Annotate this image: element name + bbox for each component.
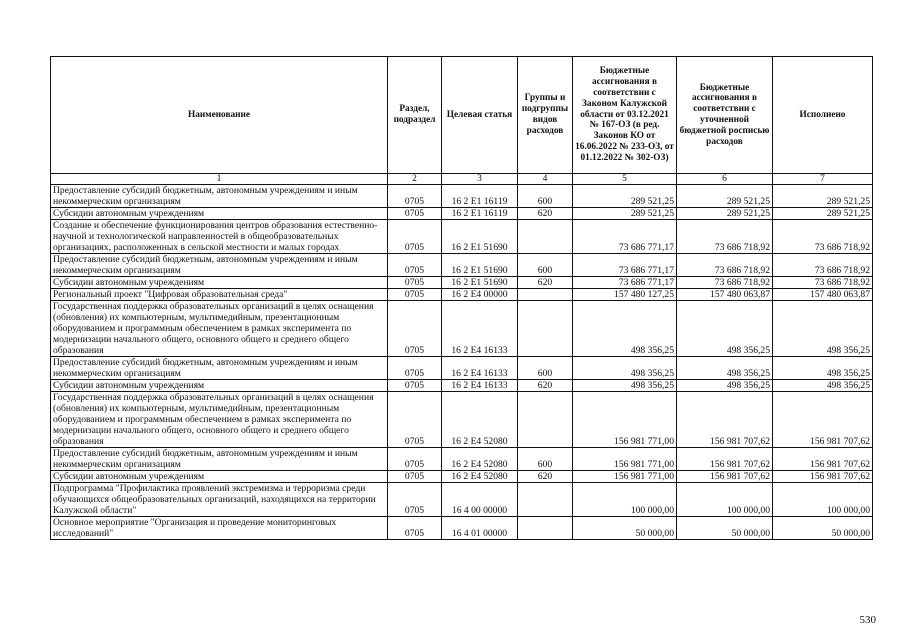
cell-name: Государственная поддержка образовательных организаций в целях оснащения (обновления) их компьютерным, мультимедийным, презентационным оборудованием и программным обеспечением в рамках эксперимента по модернизации начального общего, основного общего и среднего общего образования xyxy=(51,301,388,357)
cell-section: 0705 xyxy=(388,208,442,220)
header-law-allocations: Бюджетные ассигнования в соответствии с Законом Калужской области от 03.12.2021 № 167-ОЗ (в ред. Законов КО от 16.06.2022 № 233-ОЗ, от 01.12.2022 № 302-ОЗ) xyxy=(573,57,677,174)
column-number: 3 xyxy=(442,174,518,185)
header-executed: Исполнено xyxy=(773,57,873,174)
cell-refined-amount: 156 981 707,62 xyxy=(677,392,773,448)
column-number: 7 xyxy=(773,174,873,185)
table-row xyxy=(51,277,873,289)
cell-name: Основное мероприятие "Организация и проведение мониторинговых исследований" xyxy=(51,517,388,540)
cell-section: 0705 xyxy=(388,301,442,357)
cell-refined-amount: 73 686 718,92 xyxy=(677,277,773,289)
cell-executed-amount: 50 000,00 xyxy=(773,517,873,540)
cell-law-amount: 498 356,25 xyxy=(573,357,677,380)
cell-target-article: 16 4 00 00000 xyxy=(442,483,518,517)
cell-refined-amount: 100 000,00 xyxy=(677,483,773,517)
cell-executed-amount: 498 356,25 xyxy=(773,380,873,392)
cell-section: 0705 xyxy=(388,392,442,448)
cell-refined-amount: 50 000,00 xyxy=(677,517,773,540)
cell-executed-amount: 157 480 063,87 xyxy=(773,289,873,301)
cell-refined-amount: 156 981 707,62 xyxy=(677,448,773,471)
cell-target-article: 16 4 01 00000 xyxy=(442,517,518,540)
cell-target-article: 16 2 E4 52080 xyxy=(442,448,518,471)
cell-expense-group: 620 xyxy=(518,471,573,483)
cell-refined-amount: 289 521,25 xyxy=(677,208,773,220)
cell-name: Субсидии автономным учреждениям xyxy=(51,208,388,220)
table-row xyxy=(51,392,873,448)
header-name: Наименование xyxy=(51,57,388,174)
cell-target-article: 16 2 E4 52080 xyxy=(442,471,518,483)
header-target-article: Целевая статья xyxy=(442,57,518,174)
cell-section: 0705 xyxy=(388,185,442,208)
cell-executed-amount: 100 000,00 xyxy=(773,483,873,517)
cell-law-amount: 156 981 771,00 xyxy=(573,448,677,471)
cell-law-amount: 73 686 771,17 xyxy=(573,254,677,277)
cell-target-article: 16 2 E1 51690 xyxy=(442,254,518,277)
budget-table xyxy=(50,56,873,540)
cell-refined-amount: 498 356,25 xyxy=(677,301,773,357)
cell-law-amount: 100 000,00 xyxy=(573,483,677,517)
cell-section: 0705 xyxy=(388,357,442,380)
cell-law-amount: 50 000,00 xyxy=(573,517,677,540)
cell-target-article: 16 2 E1 51690 xyxy=(442,220,518,254)
cell-section: 0705 xyxy=(388,289,442,301)
cell-law-amount: 73 686 771,17 xyxy=(573,277,677,289)
column-number: 5 xyxy=(573,174,677,185)
cell-name: Государственная поддержка образовательных организаций в целях оснащения (обновления) их компьютерным, мультимедийным, презентационным оборудованием и программным обеспечением в рамках эксперимента по модернизации начального общего, основного общего и среднего общего образования xyxy=(51,392,388,448)
cell-executed-amount: 73 686 718,92 xyxy=(773,254,873,277)
cell-law-amount: 157 480 127,25 xyxy=(573,289,677,301)
cell-executed-amount: 289 521,25 xyxy=(773,185,873,208)
cell-executed-amount: 498 356,25 xyxy=(773,357,873,380)
cell-executed-amount: 156 981 707,62 xyxy=(773,392,873,448)
table-row xyxy=(51,208,873,220)
column-number: 6 xyxy=(677,174,773,185)
cell-refined-amount: 289 521,25 xyxy=(677,185,773,208)
column-number: 2 xyxy=(388,174,442,185)
cell-executed-amount: 73 686 718,92 xyxy=(773,220,873,254)
cell-expense-group: 620 xyxy=(518,277,573,289)
cell-name: Субсидии автономным учреждениям xyxy=(51,277,388,289)
cell-name: Предоставление субсидий бюджетным, автономным учреждениям и иным некоммерческим организациям xyxy=(51,448,388,471)
header-refined-allocations: Бюджетные ассигнования в соответствии с уточненной бюджетной росписью расходов xyxy=(677,57,773,174)
cell-expense-group: 620 xyxy=(518,208,573,220)
cell-section: 0705 xyxy=(388,380,442,392)
cell-refined-amount: 157 480 063,87 xyxy=(677,289,773,301)
table-row xyxy=(51,380,873,392)
cell-name: Предоставление субсидий бюджетным, автономным учреждениям и иным некоммерческим организациям xyxy=(51,254,388,277)
header-section: Раздел, подраздел xyxy=(388,57,442,174)
cell-section: 0705 xyxy=(388,471,442,483)
cell-law-amount: 498 356,25 xyxy=(573,380,677,392)
cell-target-article: 16 2 E4 16133 xyxy=(442,380,518,392)
header-expense-group: Группы и подгруппы видов расходов xyxy=(518,57,573,174)
cell-executed-amount: 498 356,25 xyxy=(773,301,873,357)
table-row xyxy=(51,220,873,254)
cell-expense-group: 600 xyxy=(518,448,573,471)
cell-section: 0705 xyxy=(388,220,442,254)
page-number: 530 xyxy=(859,614,876,626)
cell-target-article: 16 2 E4 16133 xyxy=(442,301,518,357)
cell-section: 0705 xyxy=(388,483,442,517)
cell-target-article: 16 2 E1 16119 xyxy=(442,185,518,208)
cell-section: 0705 xyxy=(388,448,442,471)
cell-expense-group xyxy=(518,392,573,448)
cell-section: 0705 xyxy=(388,254,442,277)
cell-executed-amount: 156 981 707,62 xyxy=(773,471,873,483)
cell-name: Субсидии автономным учреждениям xyxy=(51,380,388,392)
cell-refined-amount: 498 356,25 xyxy=(677,357,773,380)
cell-law-amount: 156 981 771,00 xyxy=(573,392,677,448)
column-number-row xyxy=(51,174,873,185)
cell-expense-group xyxy=(518,301,573,357)
cell-target-article: 16 2 E1 51690 xyxy=(442,277,518,289)
cell-refined-amount: 73 686 718,92 xyxy=(677,220,773,254)
cell-law-amount: 289 521,25 xyxy=(573,208,677,220)
cell-refined-amount: 498 356,25 xyxy=(677,380,773,392)
cell-name: Предоставление субсидий бюджетным, автономным учреждениям и иным некоммерческим организациям xyxy=(51,185,388,208)
cell-law-amount: 73 686 771,17 xyxy=(573,220,677,254)
cell-executed-amount: 289 521,25 xyxy=(773,208,873,220)
cell-section: 0705 xyxy=(388,277,442,289)
cell-section: 0705 xyxy=(388,517,442,540)
cell-expense-group: 620 xyxy=(518,380,573,392)
table-row xyxy=(51,483,873,517)
cell-executed-amount: 73 686 718,92 xyxy=(773,277,873,289)
cell-refined-amount: 156 981 707,62 xyxy=(677,471,773,483)
cell-target-article: 16 2 E4 00000 xyxy=(442,289,518,301)
cell-name: Региональный проект "Цифровая образовательная среда" xyxy=(51,289,388,301)
cell-expense-group: 600 xyxy=(518,357,573,380)
cell-expense-group: 600 xyxy=(518,254,573,277)
cell-expense-group: 600 xyxy=(518,185,573,208)
table-row xyxy=(51,357,873,380)
column-number: 4 xyxy=(518,174,573,185)
table-row xyxy=(51,471,873,483)
table-row xyxy=(51,448,873,471)
cell-law-amount: 498 356,25 xyxy=(573,301,677,357)
cell-target-article: 16 2 E1 16119 xyxy=(442,208,518,220)
cell-name: Подпрограмма "Профилактика проявлений экстремизма и терроризма среди обучающихся общеобразовательных организаций, находящихся на территории Калужской области" xyxy=(51,483,388,517)
cell-expense-group xyxy=(518,483,573,517)
cell-name: Создание и обеспечение функционирования центров образования естественно-научной и технологической направленностей в общеобразовательных организациях, расположенных в сельской местности и малых городах xyxy=(51,220,388,254)
cell-name: Предоставление субсидий бюджетным, автономным учреждениям и иным некоммерческим организациям xyxy=(51,357,388,380)
table-row xyxy=(51,301,873,357)
cell-expense-group xyxy=(518,220,573,254)
cell-expense-group xyxy=(518,517,573,540)
cell-expense-group xyxy=(518,289,573,301)
cell-name: Субсидии автономным учреждениям xyxy=(51,471,388,483)
table-row xyxy=(51,289,873,301)
table-row xyxy=(51,517,873,540)
cell-executed-amount: 156 981 707,62 xyxy=(773,448,873,471)
header-row xyxy=(51,57,873,174)
table-row xyxy=(51,185,873,208)
cell-law-amount: 156 981 771,00 xyxy=(573,471,677,483)
cell-target-article: 16 2 E4 52080 xyxy=(442,392,518,448)
cell-target-article: 16 2 E4 16133 xyxy=(442,357,518,380)
cell-law-amount: 289 521,25 xyxy=(573,185,677,208)
table-row xyxy=(51,254,873,277)
column-number: 1 xyxy=(51,174,388,185)
cell-refined-amount: 73 686 718,92 xyxy=(677,254,773,277)
